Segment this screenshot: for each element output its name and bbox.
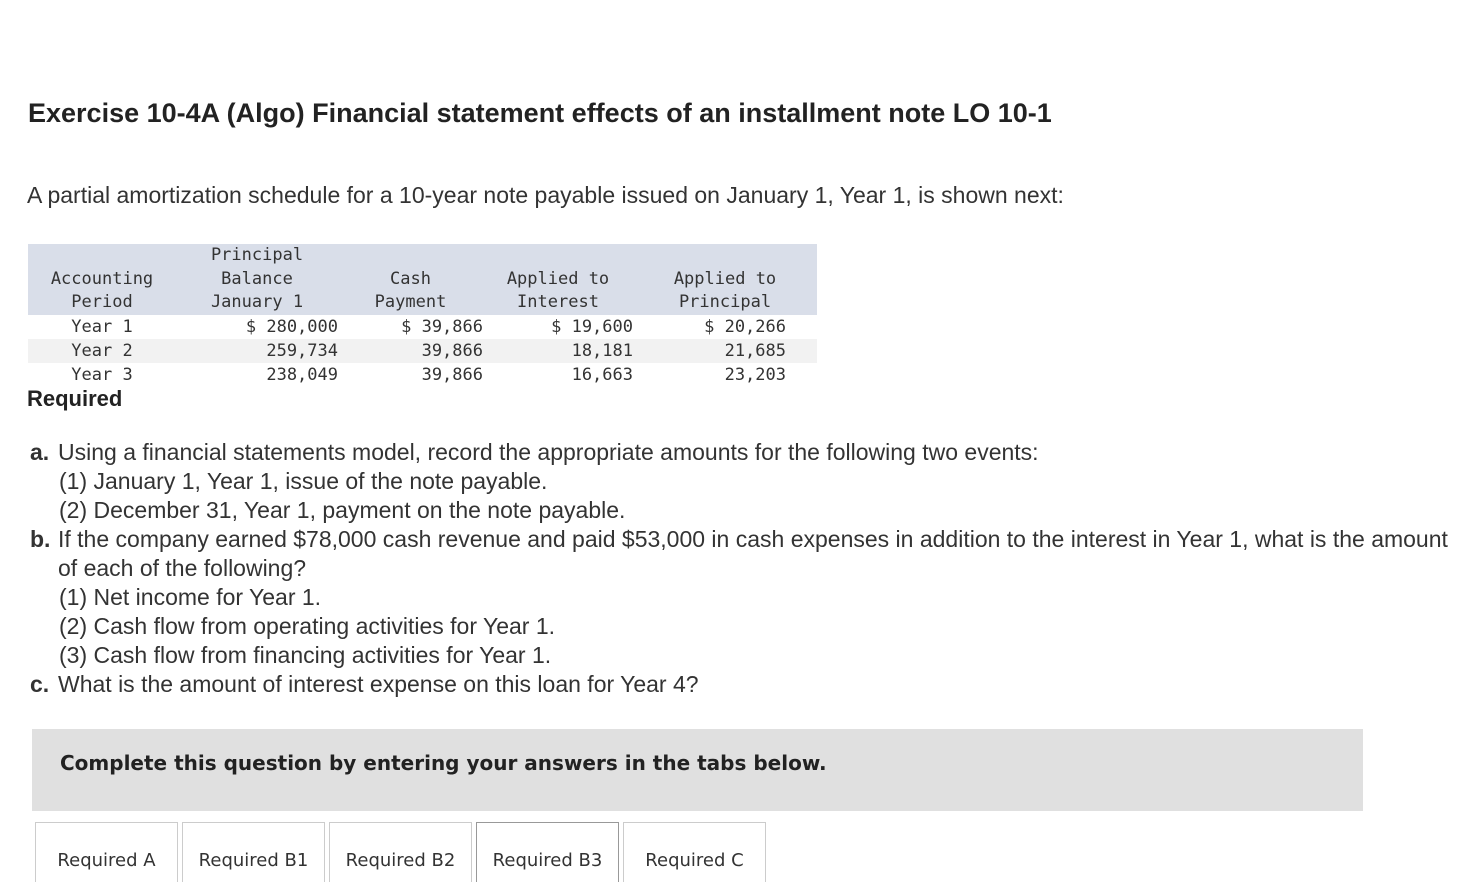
column-header: Cash Payment	[374, 268, 447, 312]
table-cell: 39,866	[421, 340, 483, 361]
table-cell: 259,734	[266, 340, 338, 361]
requirement-c	[30, 670, 1470, 699]
column-header: Principal Balance January 1	[210, 245, 304, 312]
table-cell: Year 1	[71, 316, 133, 337]
amortization-schedule-table	[28, 244, 817, 387]
column-header: Applied to Principal	[673, 268, 777, 312]
table-cell: 18,181	[571, 340, 633, 361]
tab-required-b3[interactable]: Required B3	[476, 822, 619, 882]
tab-required-b2[interactable]: Required B2	[329, 822, 472, 882]
requirement-letter: b.	[30, 526, 51, 552]
required-heading: Required	[27, 386, 123, 411]
requirement-item: (2) Cash flow from operating activities for Year 1.	[59, 613, 556, 639]
requirement-item: (3) Cash flow from financing activities for Year 1.	[59, 642, 552, 668]
instruction-text: Complete this question by entering your answers in the tabs below.	[60, 751, 827, 775]
table-cell: 21,685	[724, 340, 786, 361]
answer-tabs	[35, 822, 770, 882]
requirements-list	[30, 438, 1470, 699]
requirement-text: Using a financial statements model, record the appropriate amounts for the following two events:	[58, 439, 1039, 465]
requirement-item: (1) January 1, Year 1, issue of the note payable.	[59, 468, 548, 494]
table-cell: $ 39,866	[401, 316, 483, 337]
table-cell: Year 3	[71, 364, 133, 385]
requirement-letter: a.	[30, 439, 50, 465]
requirement-text: If the company earned $78,000 cash revenue and paid $53,000 in cash expenses in addition to the interest in Year 1, what is the amount of each of the following?	[58, 526, 1448, 581]
tab-required-c[interactable]: Required C	[623, 822, 766, 882]
table-cell: 16,663	[571, 364, 633, 385]
requirement-a	[30, 438, 1470, 467]
requirement-text: What is the amount of interest expense on this loan for Year 4?	[58, 671, 699, 697]
intro-text: A partial amortization schedule for a 10-year note payable issued on January 1, Year 1, is shown next:	[27, 182, 1064, 208]
requirement-item: (1) Net income for Year 1.	[59, 584, 322, 610]
requirement-b	[30, 525, 1470, 583]
requirement-item: (2) December 31, Year 1, payment on the note payable.	[59, 497, 626, 523]
table-cell: $ 20,266	[704, 316, 786, 337]
instruction-panel	[32, 729, 1363, 811]
page-title: Exercise 10-4A (Algo) Financial statement effects of an installment note LO 10-1	[28, 98, 1052, 128]
column-header: Applied to Interest	[506, 268, 610, 312]
tab-required-a[interactable]: Required A	[35, 822, 178, 882]
table-cell: 238,049	[266, 364, 338, 385]
table-cell: $ 280,000	[245, 316, 338, 337]
table-cell: Year 2	[71, 340, 133, 361]
table-row	[28, 363, 817, 387]
table-cell: 39,866	[421, 364, 483, 385]
tab-required-b1[interactable]: Required B1	[182, 822, 325, 882]
table-cell: 23,203	[724, 364, 786, 385]
requirement-letter: c.	[30, 671, 50, 697]
table-row	[28, 315, 817, 339]
table-cell: $ 19,600	[551, 316, 633, 337]
table-header-row	[28, 244, 817, 315]
column-header: Accounting Period	[50, 268, 154, 312]
table-row	[28, 339, 817, 363]
